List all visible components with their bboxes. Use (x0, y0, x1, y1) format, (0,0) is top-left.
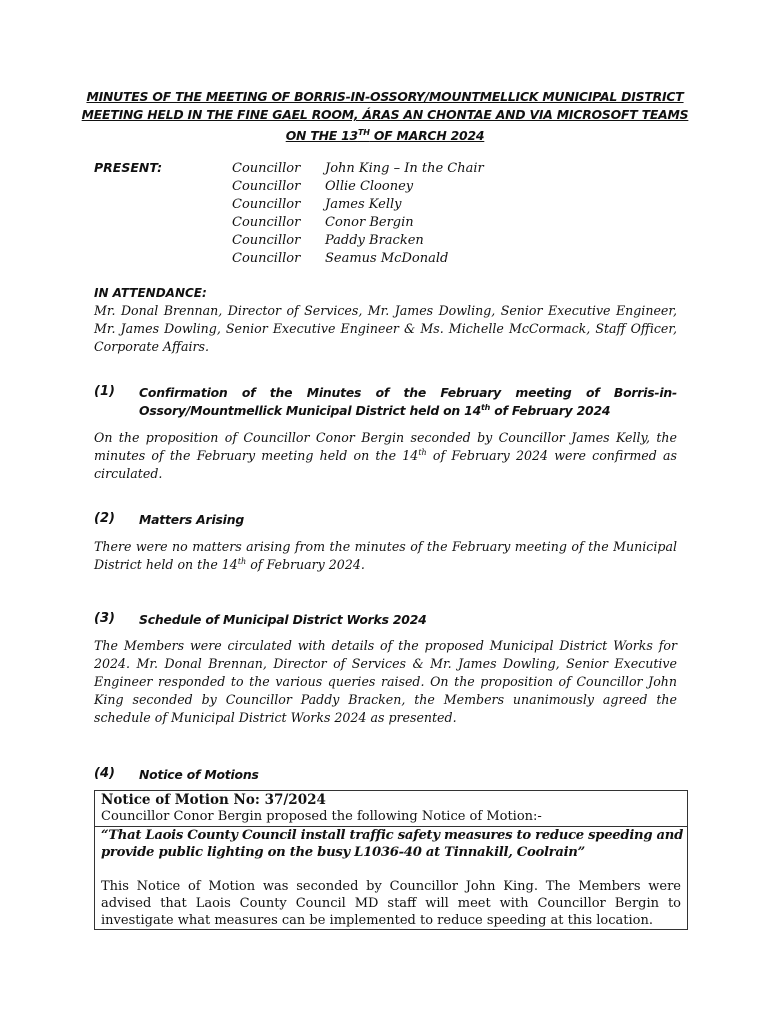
section-1-body-end: of February 2024 were confirmed as circulated. (94, 448, 677, 481)
section-1-title-end: of February 2024 (490, 403, 611, 418)
title-line-1: MINUTES OF THE MEETING OF BORRIS-IN-OSSORY/MOUNTMELLICK MUNICIPAL DISTRICT (86, 89, 684, 104)
section-1-body-sup: th (418, 447, 427, 457)
section-2-body-sup: th (237, 556, 247, 566)
section-3-body: The Members were circulated with details of the proposed Municipal District Works for 2024. Mr. Donal Brennan, Director of Services & Mr. James Dowling, Senior Executive Engineer responded to the various queries raised. On the proposition of Councillor John King seconded by Councillor Paddy Bracken, the Members unanimously agreed the schedule of Municipal District Works 2024 as presented. (94, 638, 677, 725)
attendance-label: IN ATTENDANCE: (94, 286, 207, 300)
attendance-text: Mr. Donal Brennan, Director of Services, Mr. James Dowling, Senior Executive Engineer, Mr. James Dowling, Senior Executive Engineer & Ms. Michelle McCormack, Staff Officer, Corporate Affairs. (94, 303, 677, 354)
present-role: Councillor (232, 161, 301, 176)
section-4-number: (4) (94, 766, 115, 781)
section-1-title-sup: th (481, 402, 491, 412)
section-2-body-end: of February 2024. (246, 557, 365, 572)
title-line-3-sup: TH (357, 128, 370, 137)
section-4-title: Notice of Motions (139, 767, 259, 782)
present-name: Ollie Clooney (325, 179, 414, 194)
present-name: Conor Bergin (325, 215, 414, 230)
present-name: Seamus McDonald (325, 251, 449, 266)
title-line-3 (80, 124, 690, 145)
present-row (232, 232, 484, 250)
present-row (232, 250, 484, 268)
section-1-number: (1) (94, 384, 115, 399)
present-list (232, 160, 484, 268)
present-role: Councillor (232, 215, 301, 230)
present-role: Councillor (232, 179, 301, 194)
present-row (232, 160, 484, 178)
section-1-body (94, 429, 677, 483)
present-name: Paddy Bracken (325, 233, 424, 248)
motion-body: This Notice of Motion was seconded by Councillor John King. The Members were advised that Laois County Council MD staff will meet with Councillor Bergin to investigate what measures can be implemented to reduce speeding at this location. (101, 879, 681, 928)
section-3-number: (3) (94, 611, 115, 626)
notice-of-motion-box (94, 790, 688, 930)
motion-proposer: Councillor Conor Bergin proposed the following Notice of Motion:- (101, 809, 542, 824)
title-line-3-text: ON THE 13 (285, 128, 358, 144)
section-2-number: (2) (94, 511, 115, 526)
present-name: John King – In the Chair (325, 161, 484, 176)
present-role: Councillor (232, 197, 301, 212)
title-line-2: MEETING HELD IN THE FINE GAEL ROOM, ÁRAS AN CHONTAE AND VIA MICROSOFT TEAMS (81, 107, 689, 122)
section-1-title (139, 384, 677, 420)
title-line-3-end: OF MARCH 2024 (369, 128, 485, 144)
motion-heading: Notice of Motion No: 37/2024 (101, 792, 326, 808)
present-row (232, 196, 484, 214)
present-label: PRESENT: (94, 160, 163, 175)
motion-quote: “That Laois County Council install traffic safety measures to reduce speeding and provide public lighting on the busy L1036-40 at Tinnakill, Coolrain” (101, 828, 683, 860)
section-1-body-text: On the proposition of Councillor Conor Bergin seconded by Councillor James Kelly, the minutes of the February meeting held on the 14 (94, 430, 677, 463)
present-row (232, 178, 484, 196)
section-3-title: Schedule of Municipal District Works 2024 (139, 612, 427, 627)
present-name: James Kelly (325, 197, 402, 212)
present-role: Councillor (232, 251, 301, 266)
present-row (232, 214, 484, 232)
section-1-title-text: Confirmation of the Minutes of the February meeting of Borris-in-Ossory/Mountmellick Municipal District held on 14 (139, 385, 677, 418)
section-2-body (94, 538, 677, 574)
present-role: Councillor (232, 233, 301, 248)
section-2-title: Matters Arising (139, 512, 245, 527)
document-title (80, 88, 690, 145)
section-2-body-text: There were no matters arising from the minutes of the February meeting of the Municipal District held on the 14 (94, 539, 677, 572)
